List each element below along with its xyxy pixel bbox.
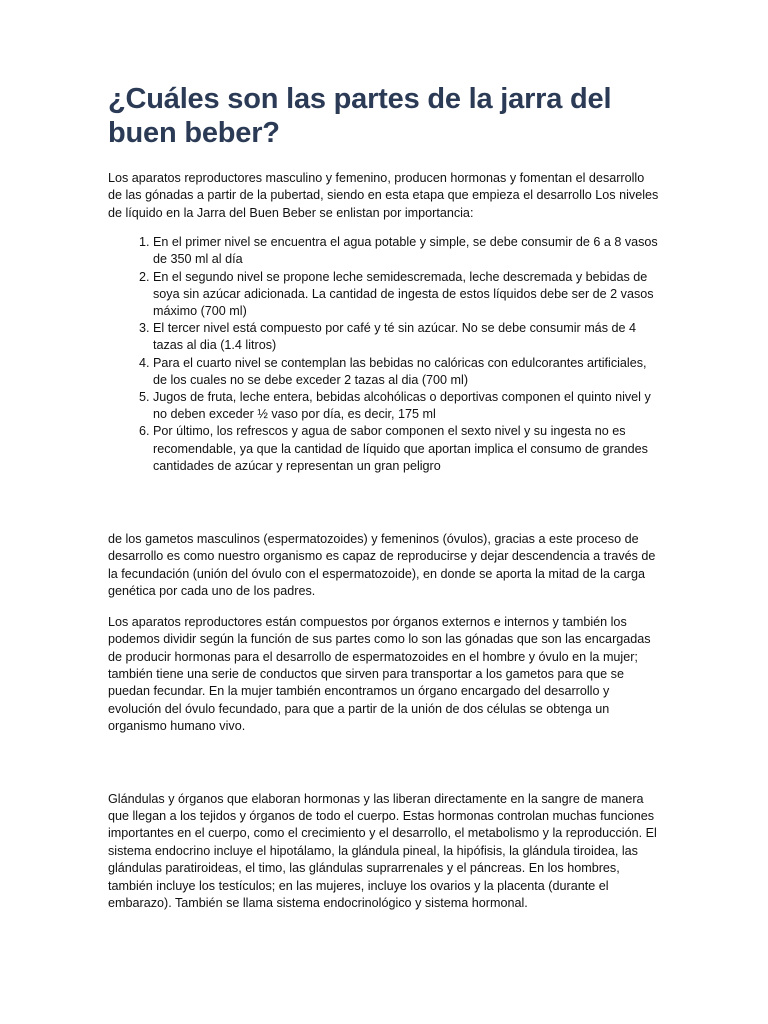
body-paragraph: Glándulas y órganos que elaboran hormonas y las liberan directamente en la sangre de manera que llegan a los tejidos y órganos de todo el cuerpo. Estas hormonas controlan muchas funciones importantes en el cuerpo, como el crecimiento y el desarrollo, el metabolismo y la reproducción. El sistema endocrino incluye el hipotálamo, la glándula pineal, la hipófisis, la glándula tiroidea, las glándulas paratiroideas, el timo, las glándulas suprarrenales y el páncreas. En los hombres, también incluye los testículos; en las mujeres, incluye los ovarios y la placenta (durante el embarazo). También se llama sistema endocrinológico y sistema hormonal. xyxy=(108,791,657,910)
list-item: 4. Para el cuarto nivel se contemplan las bebidas no calóricas con edulcorantes artificiales, de los cuales no se debe exceder 2 tazas al dia (700 ml) xyxy=(153,355,660,389)
levels-list xyxy=(108,234,660,475)
list-item: 2. En el segundo nivel se propone leche semidescremada, leche descremada y bebidas de soya sin azúcar adicionada. La cantidad de ingesta de estos líquidos debe ser de 2 vasos máximo (700 ml) xyxy=(153,269,660,321)
body-paragraph: de los gametos masculinos (espermatozoides) y femeninos (óvulos), gracias a este proceso de desarrollo es como nuestro organismo es capaz de reproducirse y dejar descendencia a través de la fecundación (unión del óvulo con el espermatozoide), en donde se aporta la mitad de la carga genética por cada uno de los padres. xyxy=(108,532,656,599)
intro-paragraph: Los aparatos reproductores masculino y femenino, producen hormonas y fomentan el desarrollo de las gónadas a partir de la pubertad, siendo en esta etapa que empieza el desarrollo Los niveles de líquido en la Jarra del Buen Beber se enlistan por importancia: xyxy=(108,171,659,220)
list-item: 3. El tercer nivel está compuesto por café y té sin azúcar. No se debe consumir más de 4 tazas al dia (1.4 litros) xyxy=(153,320,660,354)
list-item: 1. En el primer nivel se encuentra el agua potable y simple, se debe consumir de 6 a 8 vasos de 350 ml al día xyxy=(153,234,660,268)
document-page xyxy=(108,82,660,912)
list-item: 5. Jugos de fruta, leche entera, bebidas alcohólicas o deportivas componen el quinto nivel y no deben exceder ½ vaso por día, es decir, 175 ml xyxy=(153,389,660,423)
list-item: 6. Por último, los refrescos y agua de sabor componen el sexto nivel y su ingesta no es recomendable, ya que la cantidad de líquido que aportan implica el consumo de grandes cantidades de azúcar y representan un gran peligro xyxy=(153,423,660,475)
body-paragraph: Los aparatos reproductores están compuestos por órganos externos e internos y también los podemos dividir según la función de sus partes como lo son las gónadas que son las encargadas de producir hormonas para el desarrollo de espermatozoides en el hombre y óvulo en la mujer; también tiene una serie de conductos que sirven para transportar a los gametos para que se puedan fecundar. En la mujer también encontramos un órgano encargado del desarrollo y evolución del óvulo fecundado, para que a partir de la unión de dos células se obtenga un organismo humano vivo. xyxy=(108,614,651,734)
page-title: ¿Cuáles son las partes de la jarra del buen beber? xyxy=(108,83,612,149)
